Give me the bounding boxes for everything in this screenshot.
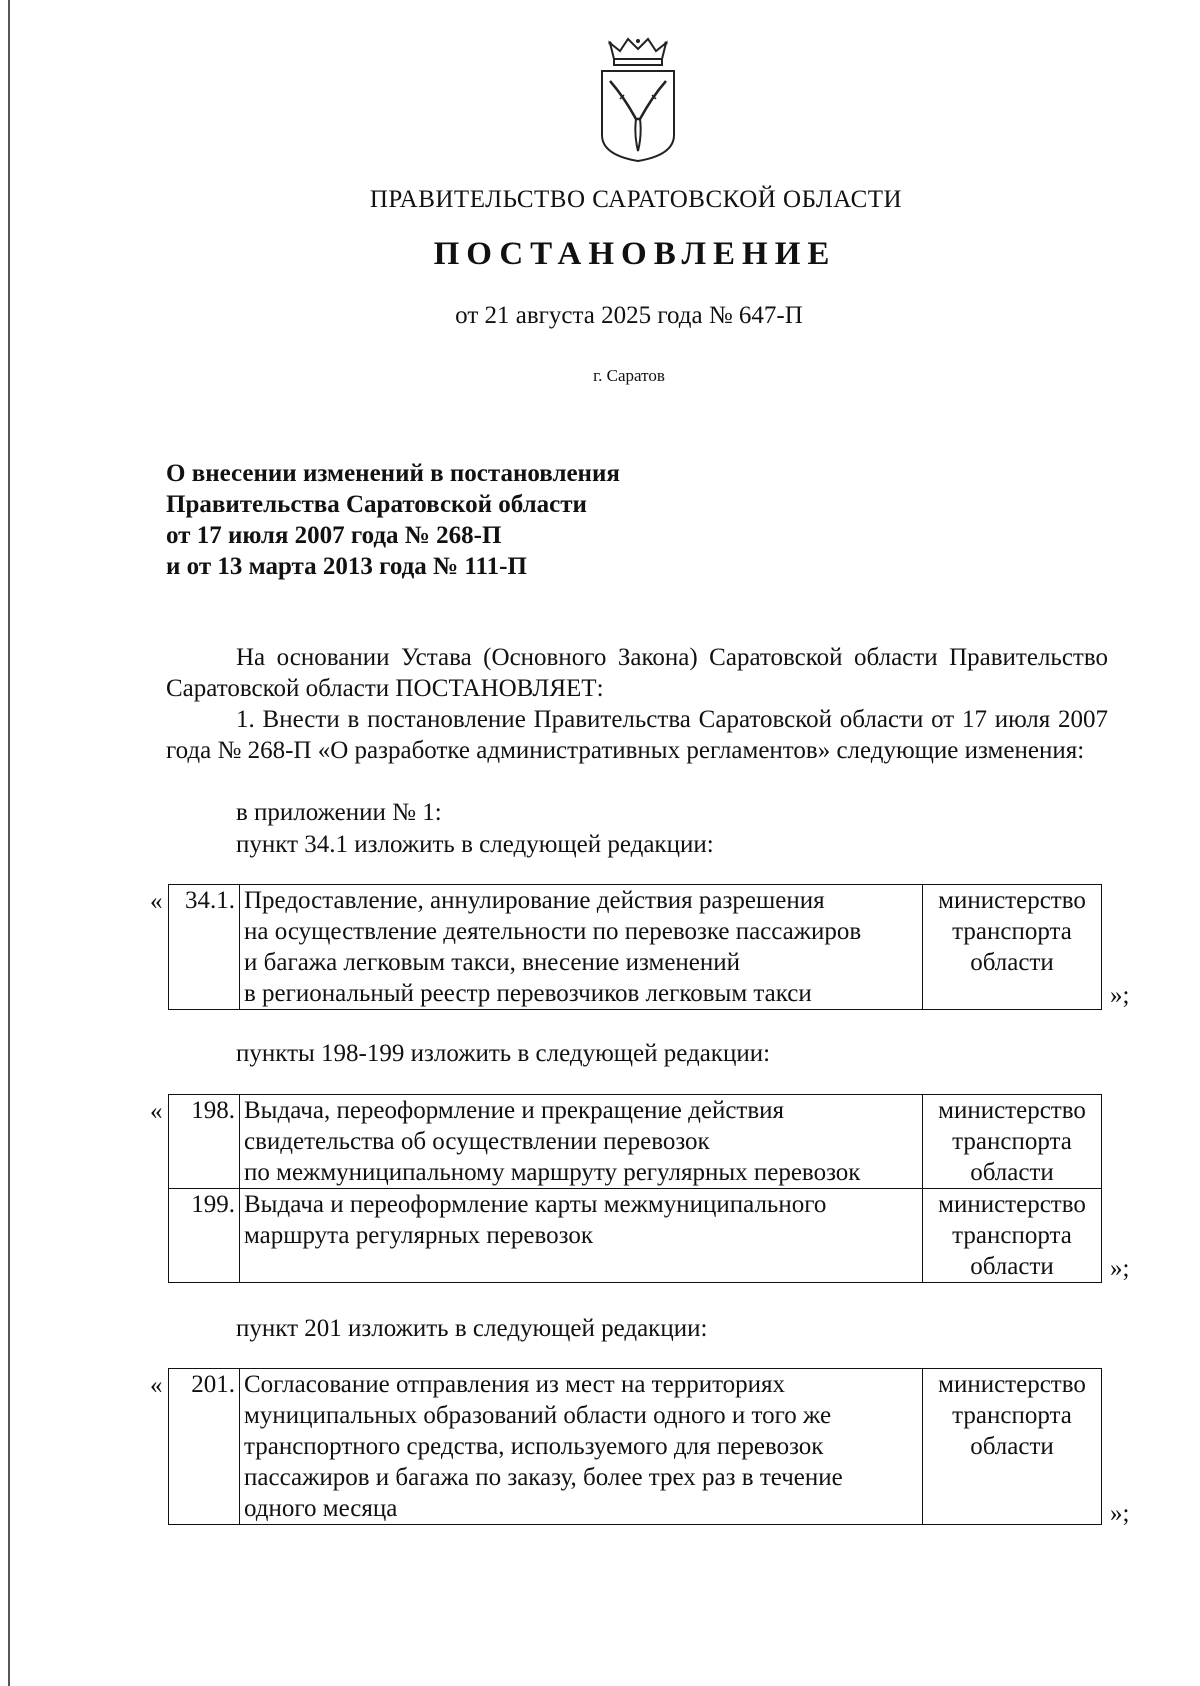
row-number: 199. xyxy=(169,1189,240,1283)
basis-paragraph: На основании Устава (Основного Закона) Саратовской области Правительство Саратовской области ПОСТАНОВЛЯЕТ: xyxy=(166,644,1108,702)
row-description xyxy=(240,1369,923,1525)
description-line: муниципальных образований области одного и того же xyxy=(244,1402,832,1429)
responsible-line: области xyxy=(970,949,1054,976)
description-line: Выдача, переоформление и прекращение действия xyxy=(244,1097,785,1124)
description-line: Согласование отправления из мест на территориях xyxy=(244,1371,786,1398)
row-responsible xyxy=(923,885,1102,1010)
row-responsible xyxy=(923,1189,1102,1283)
close-quote: »; xyxy=(1110,982,1130,1009)
description-line: и багажа легковым такси, внесение изменений xyxy=(244,949,741,976)
point-34-intro: пункт 34.1 изложить в следующей редакции: xyxy=(236,831,714,858)
open-quote: « xyxy=(150,1098,163,1125)
description-line: маршрута регулярных перевозок xyxy=(244,1222,593,1249)
subject-line: и от 13 марта 2013 года № 111-П xyxy=(166,553,527,580)
row-number: 198. xyxy=(169,1095,240,1189)
description-line: по межмуниципальному маршруту регулярных перевозок xyxy=(244,1159,861,1186)
amendment-table-34-1 xyxy=(168,884,1102,1010)
subject-line: от 17 июля 2007 года № 268-П xyxy=(166,522,502,549)
government-name: ПРАВИТЕЛЬСТВО САРАТОВСКОЙ ОБЛАСТИ xyxy=(369,186,903,213)
document-type-title: ПОСТАНОВЛЕНИЕ xyxy=(433,236,837,272)
point-201-intro: пункт 201 изложить в следующей редакции: xyxy=(236,1315,708,1342)
responsible-line: транспорта xyxy=(952,1402,1072,1429)
responsible-line: транспорта xyxy=(952,1222,1072,1249)
responsible-line: министерство xyxy=(938,1371,1086,1398)
table-row xyxy=(169,1369,1102,1525)
subject-line: Правительства Саратовской области xyxy=(166,491,587,518)
responsible-line: транспорта xyxy=(952,918,1072,945)
subject-line: О внесении изменений в постановления xyxy=(166,460,620,487)
row-responsible xyxy=(923,1095,1102,1189)
description-line: пассажиров и багажа по заказу, более трех раз в течение xyxy=(244,1464,843,1491)
responsible-line: области xyxy=(970,1159,1054,1186)
coat-of-arms-emblem xyxy=(596,35,680,163)
document-subject xyxy=(166,458,620,582)
row-number: 201. xyxy=(169,1369,240,1525)
description-line: Предоставление, аннулирование действия разрешения xyxy=(244,887,825,914)
responsible-line: области xyxy=(970,1433,1054,1460)
document-date-number: от 21 августа 2025 года № 647-П xyxy=(455,302,803,329)
open-quote: « xyxy=(150,888,163,915)
amendment-table-198-199 xyxy=(168,1094,1102,1283)
row-responsible xyxy=(923,1369,1102,1525)
description-line: Выдача и переоформление карты межмуниципального xyxy=(244,1191,827,1218)
open-quote: « xyxy=(150,1372,163,1399)
responsible-line: транспорта xyxy=(952,1128,1072,1155)
row-description xyxy=(240,1095,923,1189)
row-description xyxy=(240,1189,923,1283)
item-1-paragraph: 1. Внести в постановление Правительства Саратовской области от 17 июля 2007 года № 268-П «О разработке административных регламентов» следующие изменения: xyxy=(166,706,1108,764)
responsible-line: министерство xyxy=(938,887,1086,914)
description-line: транспортного средства, используемого для перевозок xyxy=(244,1433,824,1460)
responsible-line: министерство xyxy=(938,1191,1086,1218)
close-quote: »; xyxy=(1110,1255,1130,1282)
close-quote: »; xyxy=(1110,1500,1130,1527)
table-row xyxy=(169,1095,1102,1189)
amendment-table-201 xyxy=(168,1368,1102,1525)
description-line: на осуществление деятельности по перевозке пассажиров xyxy=(244,918,862,945)
description-line: одного месяца xyxy=(244,1495,398,1522)
responsible-line: министерство xyxy=(938,1097,1086,1124)
responsible-line: области xyxy=(970,1253,1054,1280)
row-number: 34.1. xyxy=(169,885,240,1010)
description-line: свидетельства об осуществлении перевозок xyxy=(244,1128,710,1155)
table-row xyxy=(169,885,1102,1010)
document-city: г. Саратов xyxy=(593,366,665,385)
table-row xyxy=(169,1189,1102,1283)
appendix-line: в приложении № 1: xyxy=(236,799,442,826)
row-description xyxy=(240,885,923,1010)
points-198-199-intro: пункты 198-199 изложить в следующей редакции: xyxy=(236,1040,771,1067)
description-line: в региональный реестр перевозчиков легковым такси xyxy=(244,980,812,1007)
